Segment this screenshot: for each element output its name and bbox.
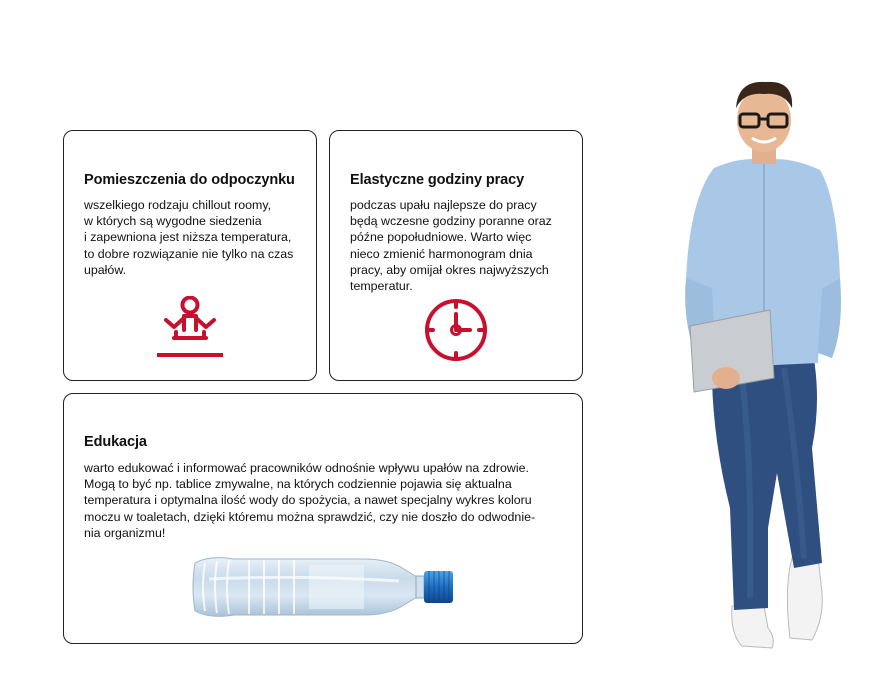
relax-person-icon (154, 296, 226, 362)
card-education (63, 393, 583, 644)
card-title: Elastyczne godziny pracy (350, 172, 525, 188)
card-body: wszelkiego rodzaju chillout roomy, w których są wygodne siedzenia i zapewniona jest niższa temperatura, to dobre rozwiązanie nie tylko na czas upałów. (84, 198, 294, 277)
card-flexible-hours (329, 130, 583, 381)
card-body: warto edukować i informować pracowników odnośnie wpływu upałów na zdrowie. Mogą to być np. tablice zmywalne, na których codziennie pojawia się aktualna temperatura i optymalna ilość wody do spożycia, a nawet specjalny wykres koloru moczu w toaletach, dzięki któremu można sprawdzić, czy nie doszło do odwodnie- nia organizmu! (84, 461, 536, 540)
water-bottle-image (189, 549, 457, 625)
clock-icon (422, 296, 490, 364)
man-with-laptop-photo (672, 78, 872, 653)
card-rest-rooms (63, 130, 317, 381)
card-title: Pomieszczenia do odpoczynku (84, 172, 295, 188)
card-body: podczas upału najlepsze do pracy będą wczesne godziny poranne oraz późne popołudniowe. Warto więc nieco zmienić harmonogram dnia pracy, aby omijał okres najwyższych temperatur. (350, 198, 552, 294)
card-title: Edukacja (84, 434, 147, 450)
